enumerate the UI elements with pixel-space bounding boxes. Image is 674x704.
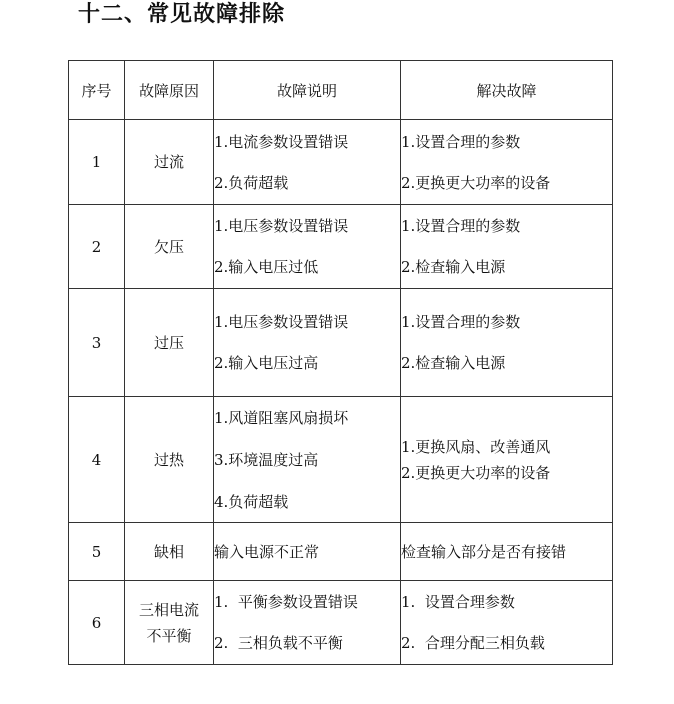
solution-line: 检查输入部分是否有接错: [401, 542, 567, 561]
cause-line: 过流: [153, 153, 184, 171]
row-solution: [401, 581, 613, 665]
description-line: 2.负荷超载: [214, 173, 289, 192]
row-seq: 5: [69, 523, 125, 581]
description-line: 输入电源不正常: [214, 542, 320, 561]
section-heading: 十二、常见故障排除: [78, 2, 286, 27]
table-row: [69, 120, 613, 205]
cause-line: 三相电流: [138, 600, 199, 619]
row-seq: 4: [69, 397, 125, 523]
cause-line: 过压: [153, 333, 184, 352]
description-line: 4.负荷超载: [214, 492, 289, 511]
cause-line: 缺相: [153, 542, 184, 561]
table-header-row: [69, 61, 613, 120]
row-cause: [125, 289, 214, 397]
solution-line: 2.更换更大功率的设备: [401, 463, 551, 482]
troubleshooting-table: [68, 60, 613, 665]
header-description: 故障说明: [214, 61, 401, 120]
description-line: 1. 平衡参数设置错误: [214, 593, 358, 611]
solution-line: 1.设置合理的参数: [401, 313, 521, 331]
description-line: 2.输入电压过低: [214, 258, 319, 276]
table-row: [69, 289, 613, 397]
header-seq: 序号: [69, 61, 125, 120]
row-cause: [125, 120, 214, 205]
solution-line: 1.设置合理的参数: [401, 217, 521, 235]
row-solution: [401, 289, 613, 397]
solution-line: 1. 设置合理参数: [401, 593, 515, 611]
cause-line: 不平衡: [146, 626, 192, 645]
table-row: [69, 581, 613, 665]
row-description: [214, 120, 401, 205]
description-line: 1.风道阻塞风扇损坏: [214, 408, 349, 427]
header-solution: 解决故障: [401, 61, 613, 120]
row-seq: 2: [69, 205, 125, 289]
row-description: [214, 397, 401, 523]
row-seq: 1: [69, 120, 125, 205]
row-seq: 6: [69, 581, 125, 665]
row-description: [214, 289, 401, 397]
solution-line: 2.检查输入电源: [401, 258, 506, 276]
row-solution: [401, 205, 613, 289]
row-description: [214, 205, 401, 289]
row-cause: [125, 205, 214, 289]
row-solution: [401, 397, 613, 523]
row-seq: 3: [69, 289, 125, 397]
solution-line: 1.设置合理的参数: [401, 132, 521, 151]
row-cause: [125, 397, 214, 523]
table-row: [69, 205, 613, 289]
description-line: 1.电压参数设置错误: [214, 313, 349, 331]
solution-line: 2.更换更大功率的设备: [401, 173, 551, 192]
row-description: [214, 523, 401, 581]
description-line: 2.输入电压过高: [214, 354, 319, 372]
description-line: 1.电流参数设置错误: [214, 132, 349, 151]
header-cause: 故障原因: [125, 61, 214, 120]
row-solution: [401, 523, 613, 581]
description-line: 1.电压参数设置错误: [214, 217, 349, 235]
cause-line: 欠压: [153, 237, 184, 256]
row-cause: [125, 523, 214, 581]
cause-line: 过热: [153, 450, 184, 469]
row-cause: [125, 581, 214, 665]
row-description: [214, 581, 401, 665]
description-line: 2. 三相负载不平衡: [214, 634, 343, 652]
solution-line: 2.检查输入电源: [401, 354, 506, 372]
description-line: 3.环境温度过高: [214, 450, 319, 469]
solution-line: 2. 合理分配三相负载: [401, 634, 545, 652]
solution-line: 1.更换风扇、改善通风: [401, 437, 551, 456]
table-row: [69, 523, 613, 581]
table-row: [69, 397, 613, 523]
row-solution: [401, 120, 613, 205]
